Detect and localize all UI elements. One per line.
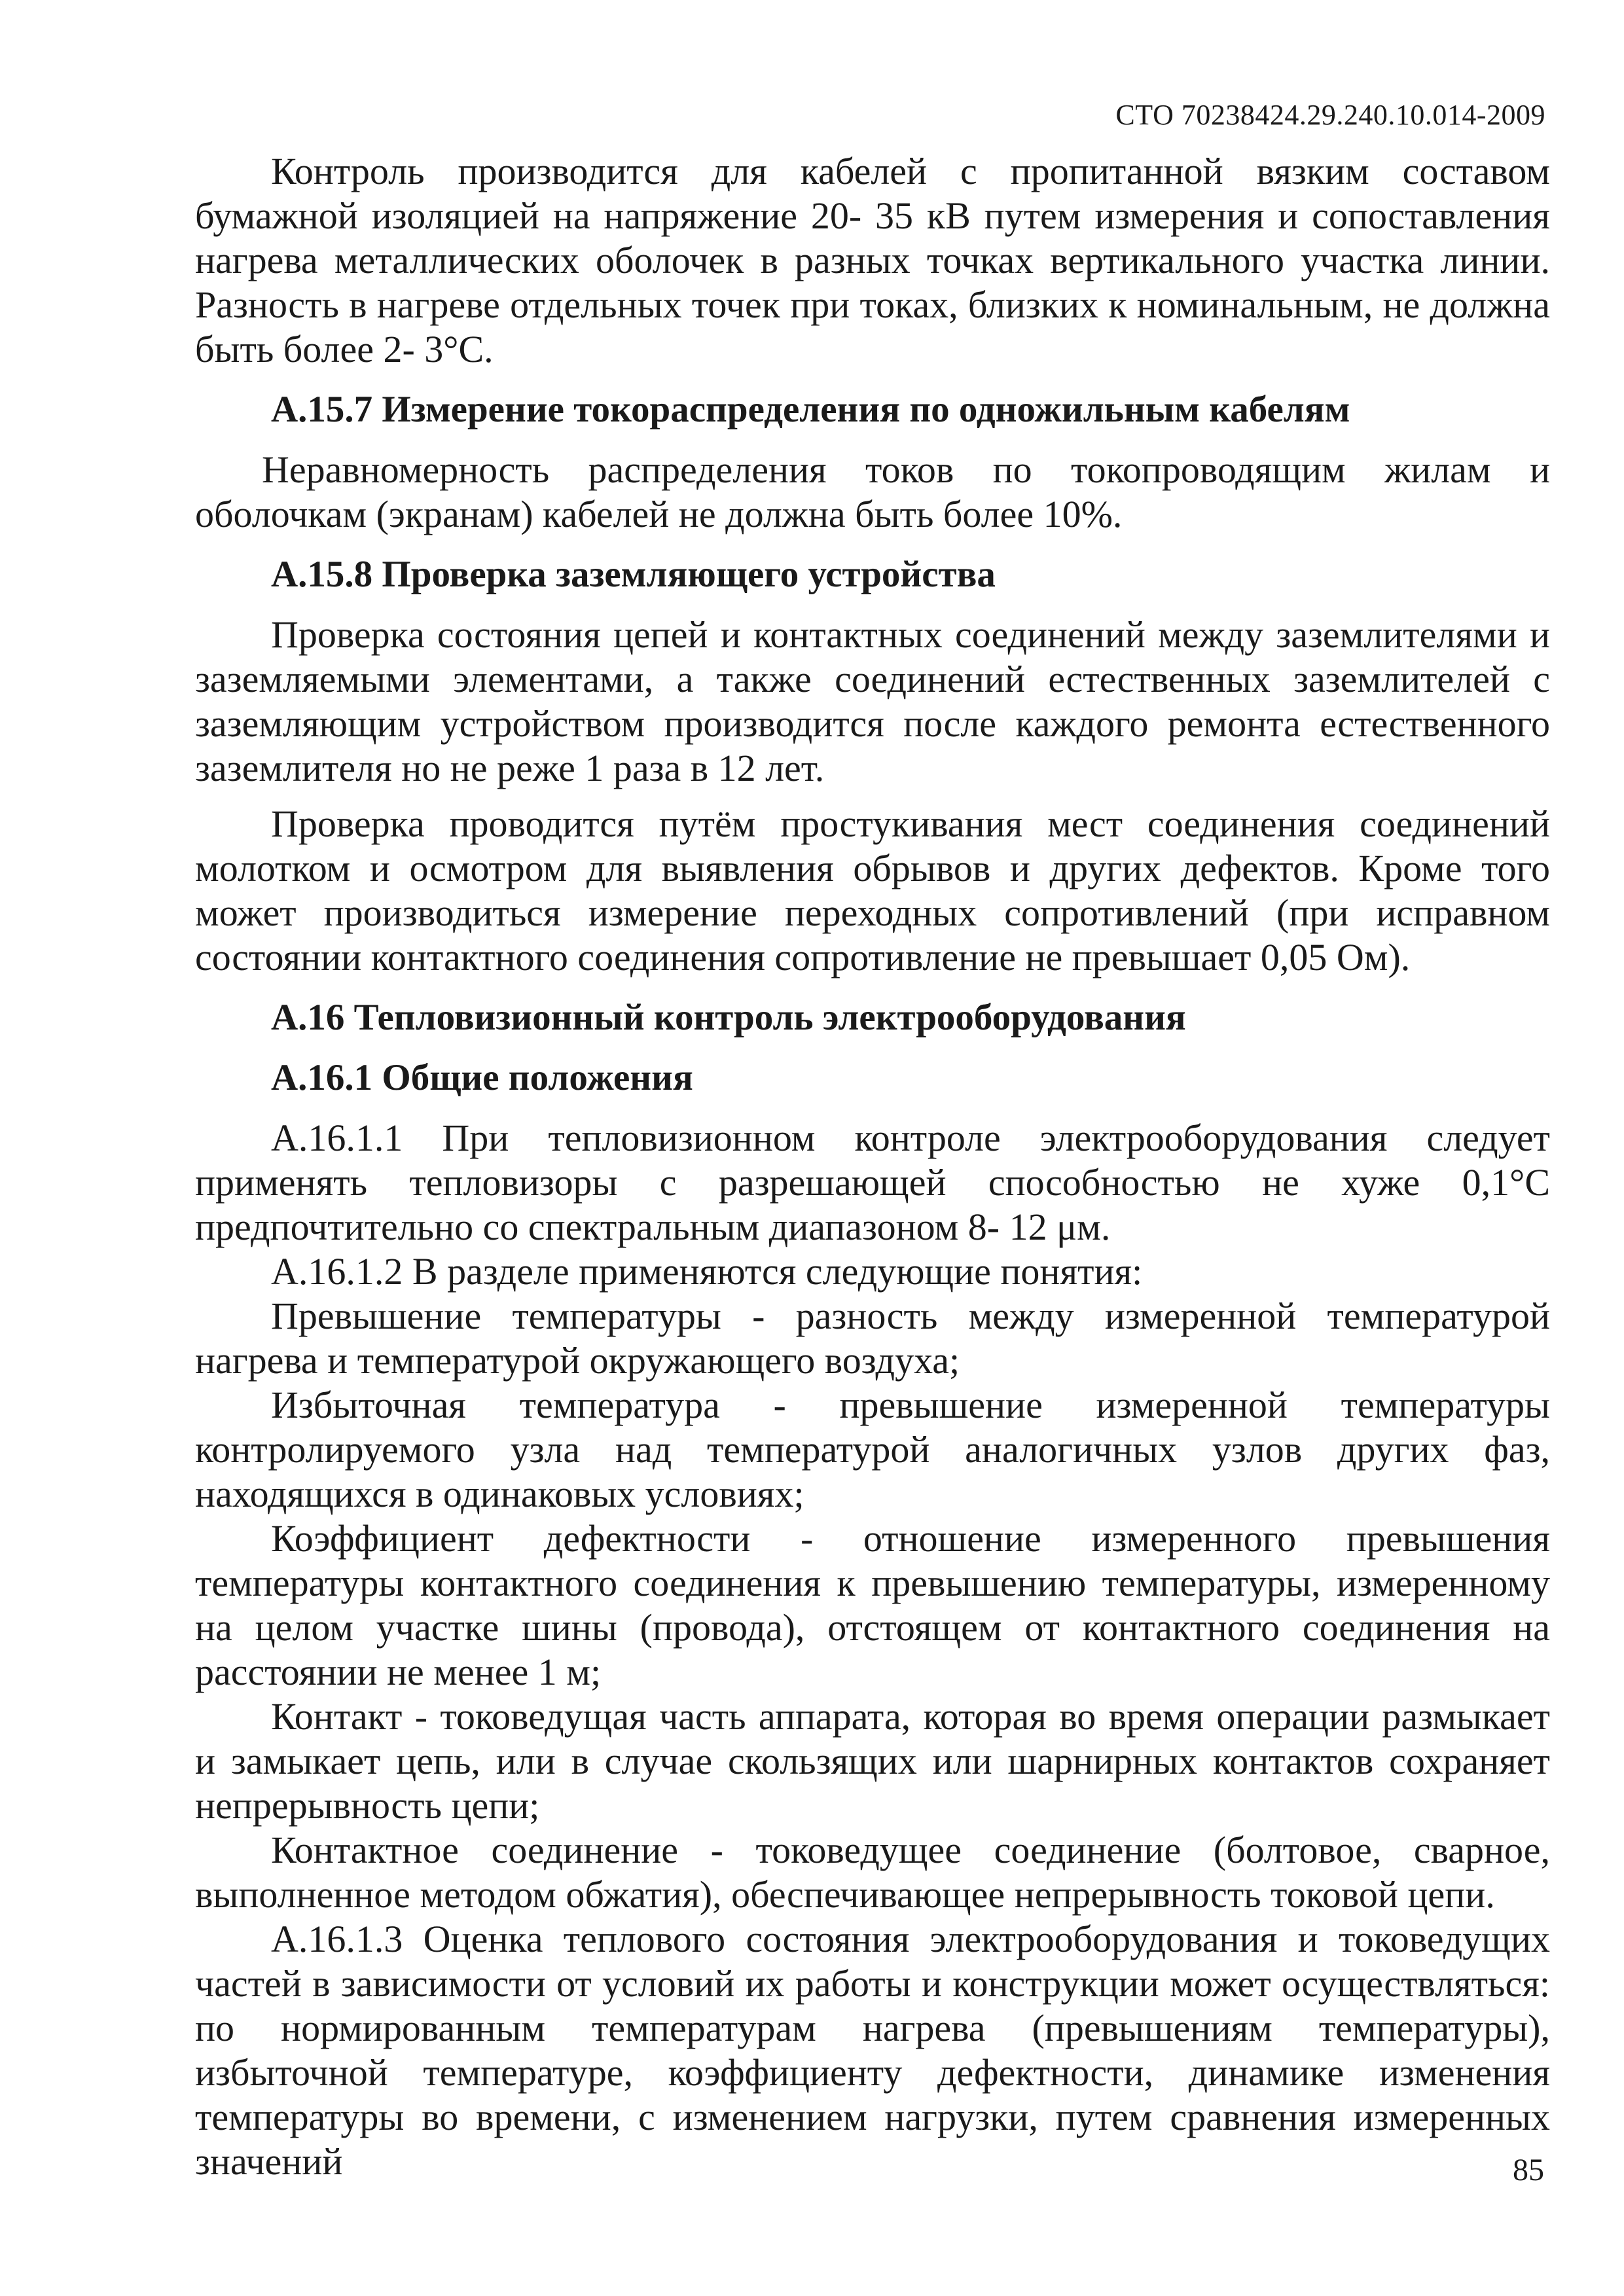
- paragraph-current-distribution: Неравномерность распределения токов по токопроводящим жилам и оболочкам (экранам) кабелей не должна быть более 10%.: [195, 448, 1550, 535]
- definition-temperature-rise: Превышение температуры - разность между измеренной температурой нагрева и температурой окружающего воздуха;: [195, 1295, 1550, 1382]
- paragraph-cable-control: Контроль производится для кабелей с пропитанной вязким составом бумажной изоляцией на напряжение 20- 35 кВ путем измерения и сопоставления нагрева металлических оболочек в разных точках вертикального участка линии. Разность в нагреве отдельных точек при токах, близких к номинальным, не должна быть более 2- 3°С.: [195, 150, 1550, 370]
- heading-a-15-8: А.15.8 Проверка заземляющего устройства: [271, 554, 996, 595]
- definition-defect-coefficient: Коэффициент дефектности - отношение измеренного превышения температуры контактного соединения к превышению температуры, измеренному на целом участке шины (провода), отстоящем от контактного соединения на расстоянии не менее 1 м;: [195, 1517, 1550, 1693]
- page-body: [195, 149, 1550, 2184]
- paragraph-grounding-check: Проверка состояния цепей и контактных соединений между заземлителями и заземляемыми элементами, а также соединений естественных заземлителей с заземляющим устройством производится после каждого ремонта естественного заземлителя но не реже 1 раза в 12 лет.: [195, 613, 1550, 789]
- definition-contact: Контакт - токоведущая часть аппарата, которая во время операции размыкает и замыкает цепь, или в случае скользящих или шарнирных контактов сохраняет непрерывность цепи;: [195, 1695, 1550, 1827]
- paragraph-a-16-1-3: А.16.1.3 Оценка теплового состояния электрооборудования и токоведущих частей в зависимости от условий их работы и конструкции может осуществляться: по нормированным температурам нагрева (превышениям температуры), избыточной температуре, коэффициенту дефектности, динамике изменения температуры во времени, с изменением нагрузки, путем сравнения измеренных значений: [195, 1918, 1550, 2183]
- heading-a-15-7: А.15.7 Измерение токораспределения по одножильным кабелям: [271, 389, 1350, 430]
- page-number: 85: [1513, 2153, 1544, 2187]
- definition-excess-temperature: Избыточная температура - превышение измеренной температуры контролируемого узла над температурой аналогичных узлов других фаз, находящихся в одинаковых условиях;: [195, 1384, 1550, 1515]
- heading-a-16-1: А.16.1 Общие положения: [271, 1057, 693, 1098]
- paragraph-grounding-method: Проверка проводится путём простукивания мест соединения соединений молотком и осмотром для выявления обрывов и других дефектов. Кроме того может производиться измерение переходных сопротивлений (при исправном состоянии контактного соединения сопротивление не превышает 0,05 Ом).: [195, 802, 1550, 978]
- definition-contact-connection: Контактное соединение - токоведущее соединение (болтовое, сварное, выполненное методом обжатия), обеспечивающее непрерывность токовой цепи.: [195, 1829, 1550, 1916]
- heading-a-16: А.16 Тепловизионный контроль электрооборудования: [271, 997, 1186, 1038]
- document-code: СТО 70238424.29.240.10.014-2009: [1115, 99, 1545, 131]
- paragraph-a-16-1-2: А.16.1.2 В разделе применяются следующие понятия:: [271, 1250, 1143, 1293]
- paragraph-a-16-1-1: А.16.1.1 При тепловизионном контроле электрооборудования следует применять тепловизоры с разрешающей способностью не хуже 0,1°С предпочтительно со спектральным диапазоном 8- 12 μм.: [195, 1117, 1550, 1248]
